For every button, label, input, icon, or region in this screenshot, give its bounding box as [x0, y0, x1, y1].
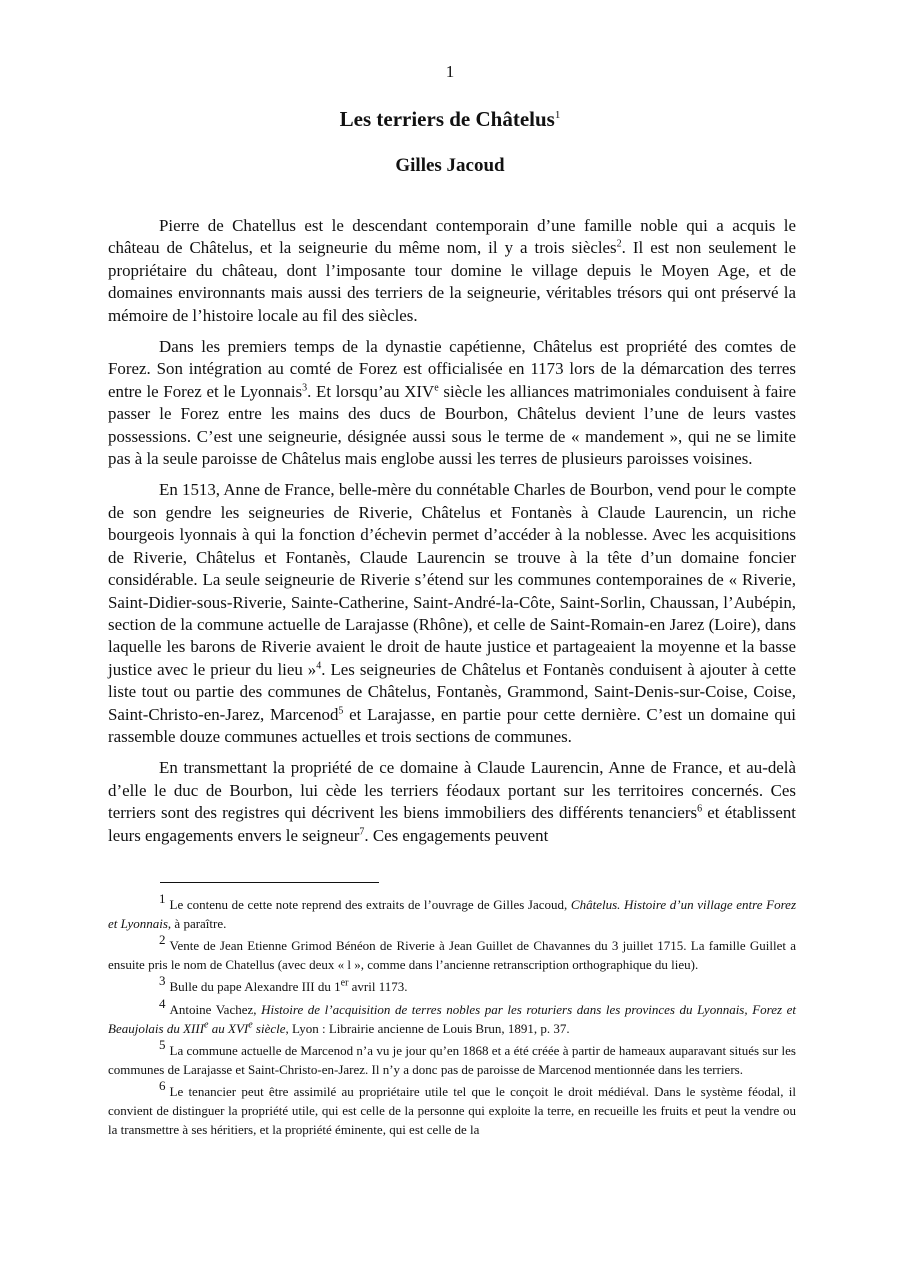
text-run: siècle	[252, 1020, 286, 1036]
footnote-separator	[160, 882, 379, 883]
footnotes	[108, 891, 797, 1143]
author-name: Gilles Jacoud	[395, 155, 505, 176]
superscript: 3	[302, 382, 308, 394]
text-run: Dans les premiers temps de la dynastie capétienne, Châtelus est propriété des comtes de Forez. Son intégration au comté de Forez est officialisée en 1173 lors de la démarcation des terres entre le Forez et le Lyonnais	[108, 337, 796, 401]
text-run: Histoire de l’acquisition de terres nobles par les roturiers dans les provinces du Lyonnais, Forez et Beaujolais du XIII	[108, 1001, 796, 1036]
text-run: Le tenancier peut être assimilé au propriétaire utile tel que le conçoit le droit médiéval. Dans le système féodal, il convient de distinguer la propriété utile, qui est celle de la personne qui exploite la terre, en recueille les fruits et peut la vendre ou la transmettre à ses héritiers, et la propriété éminente, qui est celle de la	[108, 1084, 796, 1137]
superscript: 7	[359, 825, 365, 837]
text-run: Antoine Vachez,	[169, 1001, 262, 1017]
text-run: Le contenu de cette note reprend des extraits de l’ouvrage de Gilles Jacoud,	[169, 897, 571, 912]
footnote-number: 3	[159, 973, 166, 989]
superscript: 5	[338, 704, 344, 716]
text-run: Pierre de Chatellus est le descendant contemporain d’une famille noble qui a acquis le château de Châtelus, et la seigneurie du même nom, il y a trois siècles	[108, 216, 796, 258]
paragraph	[108, 479, 796, 748]
text-run: . Il est non seulement le propriétaire du château, dont l’imposante tour domine le village depuis le Moyen Age, et de domaines environnants mais aussi des terriers de la seigneurie, véritables trésors qui ont préservé la mémoire de l’histoire locale au fil des siècles.	[108, 238, 797, 325]
paragraph	[108, 215, 796, 327]
footnote	[108, 1037, 796, 1079]
text-run: et établissent leurs engagements envers le seigneur	[108, 803, 797, 845]
superscript: e	[204, 1019, 209, 1031]
footnote-number: 5	[159, 1037, 166, 1053]
footnote-number: 6	[159, 1078, 166, 1094]
footnote	[108, 1078, 796, 1139]
body-text	[108, 215, 796, 856]
text-run: , à paraître.	[167, 915, 227, 931]
superscript: e	[434, 382, 439, 394]
superscript: e	[248, 1019, 253, 1031]
title-text: Les terriers de Châtelus	[339, 107, 555, 131]
text-run: Châtelus. Histoire d’un village entre Forez et Lyonnais	[108, 897, 797, 931]
footnote	[108, 891, 797, 933]
text-run: La commune actuelle de Marcenod n’a vu je jour qu’en 1868 et a été créée à partir de hameaux auparavant situés sur les communes de Larajasse et Saint-Christo-en-Jarez. Il n’y a donc pas de paroisse de Marcenod mentionnée dans les terriers.	[108, 1043, 796, 1077]
text-run: et Larajasse, en partie pour cette dernière. C’est un domaine qui rassemble douze communes actuelles et trois sections de communes.	[108, 704, 796, 746]
text-run: Vente de Jean Etienne Grimod Bénéon de Riverie à Jean Guillet de Chavannes du 3 juillet 1715. La famille Guillet a ensuite pris le nom de Chatellus (avec deux « l », comme dans l’ancienne retranscription orthographique du lieu).	[108, 938, 796, 972]
text-run: . Ces engagements peuvent	[364, 825, 549, 845]
text-run: En transmettant la propriété de ce domaine à Claude Laurencin, Anne de France, et au-delà d’elle le duc de Bourbon, lui cède les terriers féodaux portant sur les territoires concernés. Ces terriers sont des registres qui décrivent les biens immobiliers des différents tenanciers	[108, 758, 796, 823]
text-run: , Lyon : Librairie ancienne de Louis Brun, 1891, p. 37.	[285, 1020, 570, 1036]
text-run: En 1513, Anne de France, belle-mère du connétable Charles de Bourbon, vend pour le compte de son gendre les seigneuries de Riverie, Châtelus et Fontanès à Claude Laurencin, un riche bourgeois lyonnais à qui la fonction d’échevin permet d’accéder à la noblesse. Avec les acquisitions de Riverie, Châtelus et Fontanès, Claude Laurencin se trouve à la tête d’un domaine foncier considérable. La seule seigneurie de Riverie s’étend sur les communes contemporaines de « Riverie, Saint-Didier-sous-Riverie, Sainte-Catherine, Saint-André-la-Côte, Saint-Sorlin, Chaussan, l’Aubépin, section de la commune actuelle de Larajasse (Rhône), et celle de Saint-Romain-en Jarez (Loire), dans laquelle les barons de Riverie avaient le droit de haute justice et partageaient la moyenne et la basse justice avec le prieur du lieu »	[108, 480, 796, 679]
footnote-number: 2	[159, 932, 166, 948]
superscript: er	[340, 978, 349, 990]
footnote-number: 1	[159, 891, 166, 906]
footnote-number: 4	[159, 995, 166, 1011]
footnote	[108, 932, 796, 974]
text-run: . Les seigneuries de Châtelus et Fontanès conduisent à ajouter à cette liste tout ou partie des communes de Châtelus, Fontanès, Grammond, Saint-Denis-sur-Coise, Coise, Saint-Christo-en-Jarez, Marcenod	[108, 659, 796, 724]
superscript: 4	[316, 660, 322, 672]
text-run: siècle les alliances matrimoniales conduisent à faire passer le Forez entre les mains des ducs de Bourbon, Châtelus devient l’une de leurs vastes possessions. C’est une seigneurie, désignée aussi sous le terme de « mandement », qui ne se limite pas à la seule paroisse de Châtelus mais englobe aussi les terres de plusieurs paroisses voisines.	[108, 381, 797, 469]
footnote	[108, 973, 796, 997]
superscript: 2	[616, 238, 622, 250]
text-run: au XVI	[208, 1020, 249, 1036]
document-title	[0, 107, 900, 132]
page-number: 1	[445, 62, 455, 81]
text-run: Bulle du pape Alexandre III du 1	[169, 979, 341, 995]
paragraph	[108, 336, 796, 470]
title-footnote-ref: 1	[554, 109, 561, 121]
text-run: . Et lorsqu’au XIV	[307, 381, 435, 401]
paragraph	[108, 757, 796, 847]
footnote	[108, 995, 796, 1038]
superscript: 6	[697, 803, 703, 815]
text-run: avril 1173.	[348, 979, 408, 995]
